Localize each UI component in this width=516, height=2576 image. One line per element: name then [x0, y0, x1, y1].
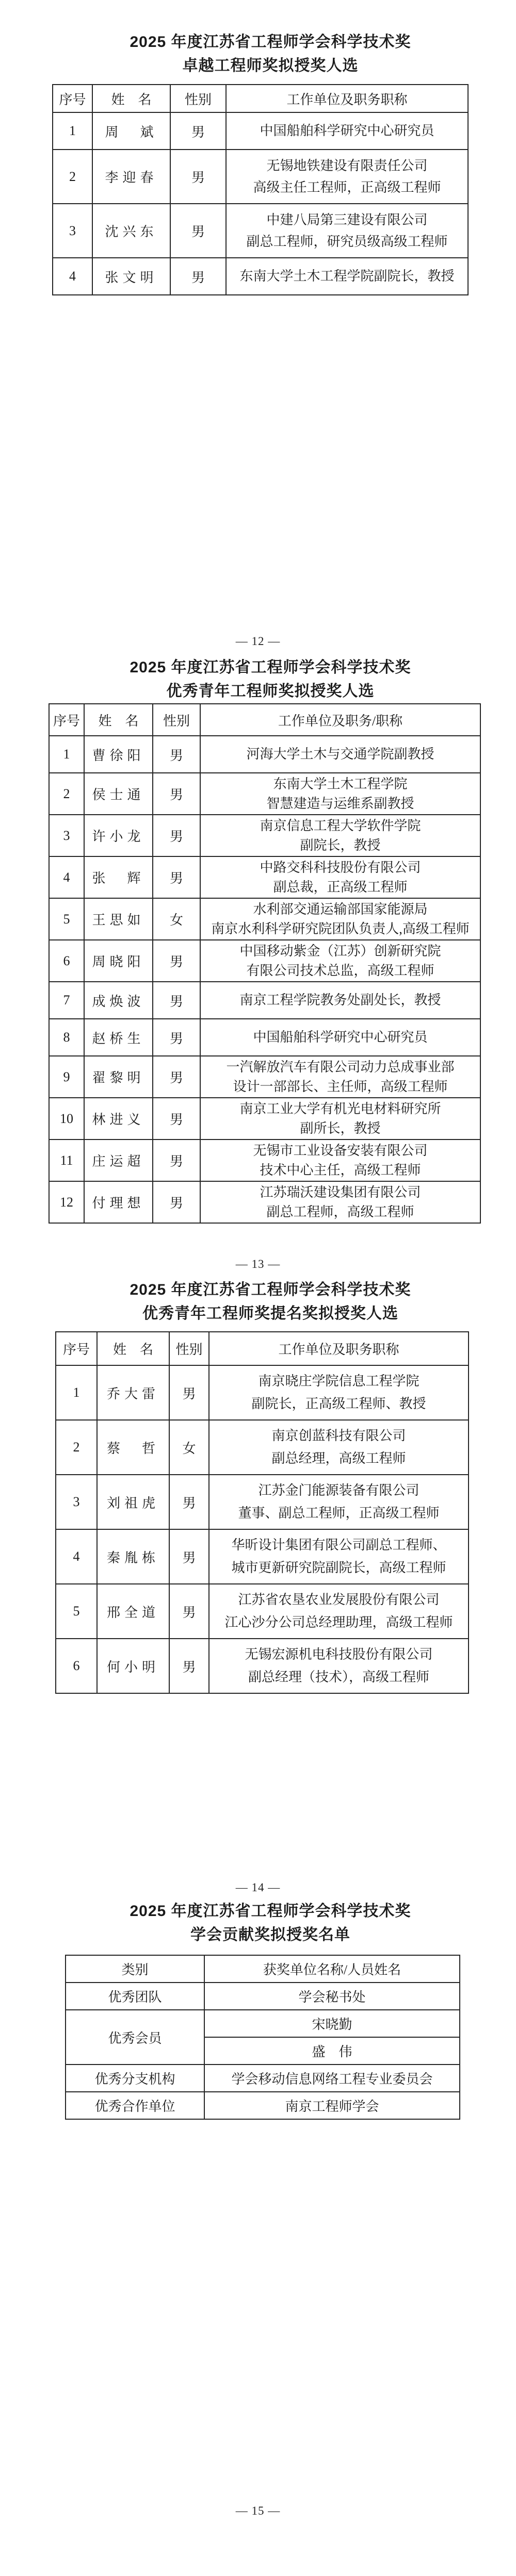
name-cell: 邢全道 — [97, 1584, 169, 1639]
name-cell: 乔大雷 — [97, 1365, 169, 1420]
gender-cell: 男 — [170, 112, 226, 150]
name-cell: 付理想 — [84, 1181, 153, 1223]
category-cell: 优秀会员 — [66, 2010, 204, 2065]
work-unit-cell — [200, 940, 480, 982]
table-body — [49, 736, 480, 1223]
award-title: 2025 年度江苏省工程师学会科学技术奖 — [130, 659, 411, 676]
name-cell: 庄运超 — [84, 1140, 153, 1181]
society-contribution-table — [65, 1955, 460, 2120]
work-line: 董事、副总工程师，正高级工程师 — [238, 1506, 440, 1521]
award-subtitle: 优秀青年工程师奖拟授奖人选 — [166, 683, 375, 700]
col-header-gender: 性别 — [170, 85, 226, 112]
table-row — [66, 2010, 460, 2037]
name-cell: 林进义 — [84, 1098, 153, 1140]
col-header-work: 工作单位及职务职称 — [209, 1332, 469, 1365]
gender-cell: 男 — [153, 982, 200, 1019]
work-unit-cell — [226, 150, 468, 204]
row-index-cell: 9 — [49, 1056, 84, 1098]
section-young-engineer-nomination-award — [0, 1278, 516, 1895]
winner-cell: 学会秘书处 — [204, 1983, 460, 2010]
name-cell: 周 斌 — [92, 112, 170, 150]
table-row — [66, 1983, 460, 2010]
gender-cell: 男 — [170, 204, 226, 258]
work-line: 副总经理，高级工程师 — [271, 1451, 406, 1466]
gender-cell: 男 — [153, 856, 200, 898]
work-line: 江心沙分公司总经理助理，高级工程师 — [224, 1615, 453, 1630]
name-cell: 曹徐阳 — [84, 736, 153, 773]
category-cell: 优秀分支机构 — [66, 2065, 204, 2092]
award-subtitle: 优秀青年工程师奖提名奖拟授奖人选 — [142, 1305, 398, 1322]
work-unit-cell — [226, 112, 468, 150]
col-header-name: 姓 名 — [84, 704, 153, 736]
table-row — [56, 1639, 469, 1693]
award-title: 2025 年度江苏省工程师学会科学技术奖 — [130, 1903, 411, 1920]
table-row — [49, 1098, 480, 1140]
section-society-contribution-award — [0, 1900, 516, 2519]
gender-cell: 男 — [153, 1019, 200, 1056]
header-row — [66, 1955, 460, 1983]
page-number-marker-12: — 12 — — [235, 635, 281, 648]
row-index-cell: 5 — [49, 898, 84, 940]
name-cell: 张文明 — [92, 258, 170, 295]
name-cell: 王思如 — [84, 898, 153, 940]
table-row — [53, 112, 468, 150]
gender-cell: 男 — [169, 1584, 209, 1639]
table-row — [49, 815, 480, 856]
work-line: 中国船舶科学研究中心研究员 — [253, 1030, 428, 1045]
work-unit-cell — [209, 1639, 469, 1693]
row-index-cell: 1 — [49, 736, 84, 773]
work-line: 城市更新研究院副院长，高级工程师 — [231, 1560, 446, 1575]
work-line: 副所长，教授 — [300, 1120, 381, 1136]
work-line: 中路交科科技股份有限公司 — [260, 860, 421, 875]
row-index-cell: 2 — [53, 150, 92, 204]
table-row — [56, 1584, 469, 1639]
table-row — [56, 1475, 469, 1529]
table-row — [53, 258, 468, 295]
document-page — [0, 30, 516, 2576]
table-body — [53, 112, 468, 295]
winner-cell: 学会移动信息网络工程专业委员会 — [204, 2065, 460, 2092]
row-index-cell: 7 — [49, 982, 84, 1019]
row-index-cell: 3 — [53, 204, 92, 258]
page-number-marker-13: — 13 — — [235, 1258, 281, 1270]
work-unit-cell — [209, 1365, 469, 1420]
work-line: 无锡地铁建设有限责任公司 — [266, 158, 428, 173]
award-title: 2025 年度江苏省工程师学会科学技术奖 — [130, 1281, 411, 1298]
work-line: 江苏瑞沃建设集团有限公司 — [260, 1184, 421, 1200]
row-index-cell: 4 — [49, 856, 84, 898]
gender-cell: 男 — [170, 258, 226, 295]
name-cell: 何小明 — [97, 1639, 169, 1693]
col-header-work: 工作单位及职务职称 — [226, 85, 468, 112]
col-header-gender: 性别 — [153, 704, 200, 736]
row-index-cell: 5 — [56, 1584, 97, 1639]
name-cell: 张 辉 — [84, 856, 153, 898]
col-header-category: 类别 — [66, 1955, 204, 1983]
header-row — [56, 1332, 469, 1365]
work-unit-cell — [200, 1181, 480, 1223]
table-header — [66, 1955, 460, 1983]
table-row — [49, 773, 480, 815]
work-unit-cell — [200, 898, 480, 940]
row-index-cell: 1 — [53, 112, 92, 150]
section-title-block — [0, 656, 516, 703]
section-excellent-engineer-award — [0, 30, 516, 649]
name-cell: 秦胤栋 — [97, 1529, 169, 1584]
work-unit-cell — [200, 982, 480, 1019]
work-line: 设计一部部长、主任师，高级工程师 — [233, 1079, 448, 1094]
excellent-engineer-table — [52, 84, 469, 295]
award-subtitle: 卓越工程师奖拟授奖人选 — [182, 57, 359, 74]
work-line: 副院长，正高级工程师、教授 — [251, 1396, 426, 1411]
name-cell: 许小龙 — [84, 815, 153, 856]
award-subtitle: 学会贡献奖拟授奖名单 — [190, 1926, 350, 1943]
work-unit-cell — [200, 736, 480, 773]
header-row — [49, 704, 480, 736]
work-line: 副总经理（技术），高级工程师 — [248, 1670, 429, 1685]
work-unit-cell — [209, 1584, 469, 1639]
work-unit-cell — [209, 1529, 469, 1584]
table-row — [56, 1529, 469, 1584]
gender-cell: 男 — [153, 736, 200, 773]
work-line: 华昕设计集团有限公司副总工程师、 — [231, 1538, 446, 1553]
work-line: 高级主任工程师，正高级工程师 — [253, 179, 441, 195]
row-index-cell: 4 — [53, 258, 92, 295]
work-unit-cell — [200, 856, 480, 898]
gender-cell: 男 — [153, 940, 200, 982]
table-row — [66, 2092, 460, 2119]
work-unit-cell — [200, 1140, 480, 1181]
table-row — [49, 898, 480, 940]
work-unit-cell — [200, 815, 480, 856]
col-header-name: 姓 名 — [92, 85, 170, 112]
table-header — [53, 85, 468, 112]
work-line: 东南大学土木工程学院 — [273, 776, 408, 791]
table-row — [49, 736, 480, 773]
work-line: 副总工程师，研究员级高级工程师 — [246, 234, 448, 249]
col-header-index: 序号 — [56, 1332, 97, 1365]
page-number-marker-14: — 14 — — [235, 1881, 281, 1894]
table-row — [49, 1056, 480, 1098]
work-line: 东南大学土木工程学院副院长，教授 — [239, 269, 455, 284]
work-line: 南京信息工程大学软件学院 — [260, 818, 421, 833]
work-line: 南京水利科学研究院团队负责人,高级工程师 — [211, 921, 470, 936]
header-row — [53, 85, 468, 112]
winner-cell: 南京工程师学会 — [204, 2092, 460, 2119]
work-line: 副总工程师，高级工程师 — [266, 1204, 414, 1219]
col-header-index: 序号 — [53, 85, 92, 112]
row-index-cell: 2 — [56, 1420, 97, 1475]
young-engineer-table — [49, 703, 481, 1224]
gender-cell: 男 — [169, 1639, 209, 1693]
table-body — [66, 1983, 460, 2119]
row-index-cell: 6 — [49, 940, 84, 982]
name-cell: 翟黎明 — [84, 1056, 153, 1098]
table-row — [49, 940, 480, 982]
col-header-gender: 性别 — [169, 1332, 209, 1365]
gender-cell: 男 — [170, 150, 226, 204]
table-row — [49, 1019, 480, 1056]
table-row — [66, 2065, 460, 2092]
gender-cell: 男 — [153, 1181, 200, 1223]
row-index-cell: 3 — [49, 815, 84, 856]
young-engineer-nomination-table — [55, 1331, 469, 1694]
work-unit-cell — [200, 1019, 480, 1056]
col-header-work: 工作单位及职务/职称 — [200, 704, 480, 736]
table-header — [56, 1332, 469, 1365]
work-line: 江苏省农垦农业发展股份有限公司 — [238, 1592, 440, 1607]
work-line: 南京晓庄学院信息工程学院 — [258, 1374, 420, 1389]
work-unit-cell — [209, 1475, 469, 1529]
work-line: 技术中心主任，高级工程师 — [260, 1162, 421, 1178]
section-title-block — [0, 1278, 516, 1326]
work-line: 副院长，教授 — [300, 837, 381, 853]
gender-cell: 男 — [153, 1140, 200, 1181]
table-row — [53, 150, 468, 204]
table-row — [49, 856, 480, 898]
work-line: 河海大学土木与交通学院副教授 — [246, 747, 434, 762]
gender-cell: 男 — [169, 1529, 209, 1584]
category-cell: 优秀团队 — [66, 1983, 204, 2010]
table-row — [49, 1181, 480, 1223]
table-row — [56, 1420, 469, 1475]
gender-cell: 男 — [153, 773, 200, 815]
work-line: 中国移动紫金（江苏）创新研究院 — [239, 943, 441, 959]
name-cell: 成焕波 — [84, 982, 153, 1019]
section-young-engineer-award — [0, 656, 516, 1272]
work-line: 中国船舶科学研究中心研究员 — [260, 123, 434, 138]
table-body — [56, 1365, 469, 1693]
page-number-marker-15: — 15 — — [235, 2504, 281, 2517]
work-line: 一汽解放汽车有限公司动力总成事业部 — [226, 1059, 455, 1075]
row-index-cell: 11 — [49, 1140, 84, 1181]
table-header — [49, 704, 480, 736]
gender-cell: 男 — [153, 815, 200, 856]
work-unit-cell — [200, 773, 480, 815]
gender-cell: 男 — [169, 1365, 209, 1420]
table-row — [56, 1365, 469, 1420]
row-index-cell: 3 — [56, 1475, 97, 1529]
table-row — [49, 1140, 480, 1181]
work-line: 无锡宏源机电科技股份有限公司 — [245, 1647, 433, 1662]
row-index-cell: 8 — [49, 1019, 84, 1056]
col-header-winner: 获奖单位名称/人员姓名 — [204, 1955, 460, 1983]
category-cell: 优秀合作单位 — [66, 2092, 204, 2119]
name-cell: 刘祖虎 — [97, 1475, 169, 1529]
work-line: 水利部交通运输部国家能源局 — [253, 901, 428, 917]
award-title: 2025 年度江苏省工程师学会科学技术奖 — [130, 34, 411, 51]
work-line: 无锡市工业设备安装有限公司 — [253, 1143, 428, 1158]
work-unit-cell — [226, 258, 468, 295]
winner-cell: 宋晓勤 — [204, 2010, 460, 2037]
gender-cell: 男 — [153, 1098, 200, 1140]
row-index-cell: 10 — [49, 1098, 84, 1140]
row-index-cell: 6 — [56, 1639, 97, 1693]
col-header-name: 姓 名 — [97, 1332, 169, 1365]
work-unit-cell — [200, 1098, 480, 1140]
section-title-block — [0, 1900, 516, 1947]
work-unit-cell — [209, 1420, 469, 1475]
name-cell: 沈兴东 — [92, 204, 170, 258]
name-cell: 蔡 哲 — [97, 1420, 169, 1475]
winner-cell: 盛 伟 — [204, 2037, 460, 2065]
name-cell: 侯士通 — [84, 773, 153, 815]
gender-cell: 女 — [153, 898, 200, 940]
work-line: 副总裁，正高级工程师 — [273, 879, 408, 895]
gender-cell: 男 — [169, 1475, 209, 1529]
gender-cell: 女 — [169, 1420, 209, 1475]
name-cell: 周晓阳 — [84, 940, 153, 982]
work-line: 有限公司技术总监，高级工程师 — [246, 963, 434, 978]
gender-cell: 男 — [153, 1056, 200, 1098]
row-index-cell: 12 — [49, 1181, 84, 1223]
section-title-block — [0, 30, 516, 78]
name-cell: 李迎春 — [92, 150, 170, 204]
row-index-cell: 2 — [49, 773, 84, 815]
work-line: 江苏金门能源装备有限公司 — [258, 1483, 420, 1498]
row-index-cell: 1 — [56, 1365, 97, 1420]
row-index-cell: 4 — [56, 1529, 97, 1584]
table-row — [49, 982, 480, 1019]
name-cell: 赵桥生 — [84, 1019, 153, 1056]
table-row — [53, 204, 468, 258]
work-line: 南京工程学院教务处副处长，教授 — [239, 993, 441, 1008]
col-header-index: 序号 — [49, 704, 84, 736]
work-line: 南京工业大学有机光电材料研究所 — [239, 1101, 441, 1116]
work-unit-cell — [226, 204, 468, 258]
work-line: 南京创蓝科技有限公司 — [271, 1428, 406, 1443]
work-line: 智慧建造与运维系副教授 — [266, 796, 414, 811]
work-unit-cell — [200, 1056, 480, 1098]
work-line: 中建八局第三建设有限公司 — [266, 212, 428, 227]
